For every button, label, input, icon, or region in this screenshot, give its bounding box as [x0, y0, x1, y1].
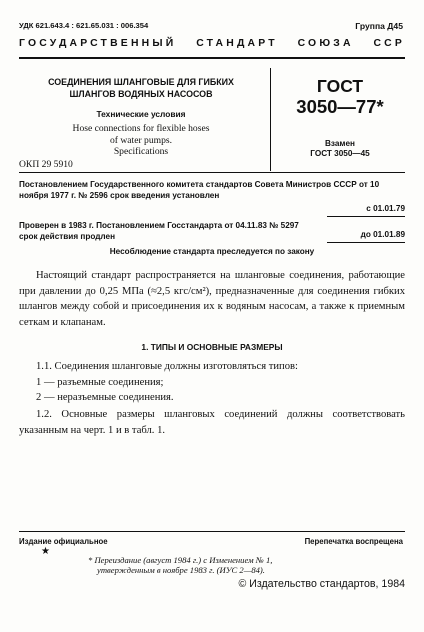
section1-p1: 1.1. Соединения шланговые должны изготовляться типов:	[36, 361, 298, 372]
gost-label: ГОСТ	[316, 76, 364, 96]
check-text: Проверен в 1983 г. Постановлением Госстандарта от 04.11.83 № 5297 срок действия продлен	[19, 221, 299, 242]
subtitle: Технические условия	[96, 109, 186, 119]
title-en-line2: of water pumps.	[109, 134, 173, 146]
copyright: © Издательство стандартов, 1984	[238, 578, 405, 590]
gost-number: 3050—77*	[296, 96, 384, 117]
okp-code: ОКП 29 5910	[19, 159, 73, 170]
decree-date: с 01.01.79	[366, 204, 405, 213]
intro-paragraph: Настоящий стандарт распространяется на шланговые соединения, работающие при давлении до 0,25 МПа (≈2,5 кгс/см²), предназначенные для соединения гибких шлангов между собой и присоединения их к водяным насосам, а также к приемным сеткам и клапанам.	[19, 270, 405, 328]
decree-text: Постановлением Государственного комитета стандартов Совета Министров СССР от 10 ноября 1977 г. № 2596 срок введения установлен	[19, 180, 380, 201]
group-code: Группа Д45	[355, 21, 403, 31]
reprint-note-line2: утвержденным в ноябре 1983 г. (ИУС 2—84).	[97, 565, 265, 575]
title-divider	[270, 68, 271, 171]
official-edition: Издание официальное	[19, 537, 108, 546]
title-en-line3: Specifications	[113, 146, 169, 158]
law-warning: Несоблюдение стандарта преследуется по закону	[109, 247, 315, 256]
footer-rule	[19, 531, 405, 532]
replaces-value: ГОСТ 3050—45	[310, 149, 370, 158]
replaces-label: Взамен	[325, 139, 355, 148]
title-ru-line2: ШЛАНГОВ ВОДЯНЫХ НАСОСОВ	[69, 89, 213, 99]
state-standard-banner: ГОСУДАРСТВЕННЫЙ СТАНДАРТ СОЮЗА ССР	[19, 38, 405, 49]
reprint-ban: Перепечатка воспрещена	[304, 537, 403, 546]
star-mark: ★	[41, 546, 50, 557]
section1-item1: 1 — разъемные соединения;	[36, 376, 164, 388]
title-block-rule	[19, 172, 405, 173]
udk-code: УДК 621.643.4 : 621.65.031 : 006.354	[19, 21, 149, 30]
section1-item2: 2 — неразъемные соединения.	[36, 392, 174, 404]
section1-heading: 1. ТИПЫ И ОСНОВНЫЕ РАЗМЕРЫ	[141, 342, 283, 352]
check-date: до 01.01.89	[360, 230, 405, 239]
reprint-note-line1: * Переиздание (август 1984 г.) с Изменением № 1,	[88, 555, 273, 565]
header-rule	[19, 57, 405, 59]
check-date-underline	[327, 242, 405, 243]
title-ru-line1: СОЕДИНЕНИЯ ШЛАНГОВЫЕ ДЛЯ ГИБКИХ	[48, 77, 234, 87]
decree-date-underline	[327, 216, 405, 217]
title-en-line1: Hose connections for flexible hoses	[72, 123, 210, 134]
section1-p2: 1.2. Основные размеры шланговых соединений должны соответствовать указанным на черт. 1 и в табл. 1.	[19, 409, 405, 436]
